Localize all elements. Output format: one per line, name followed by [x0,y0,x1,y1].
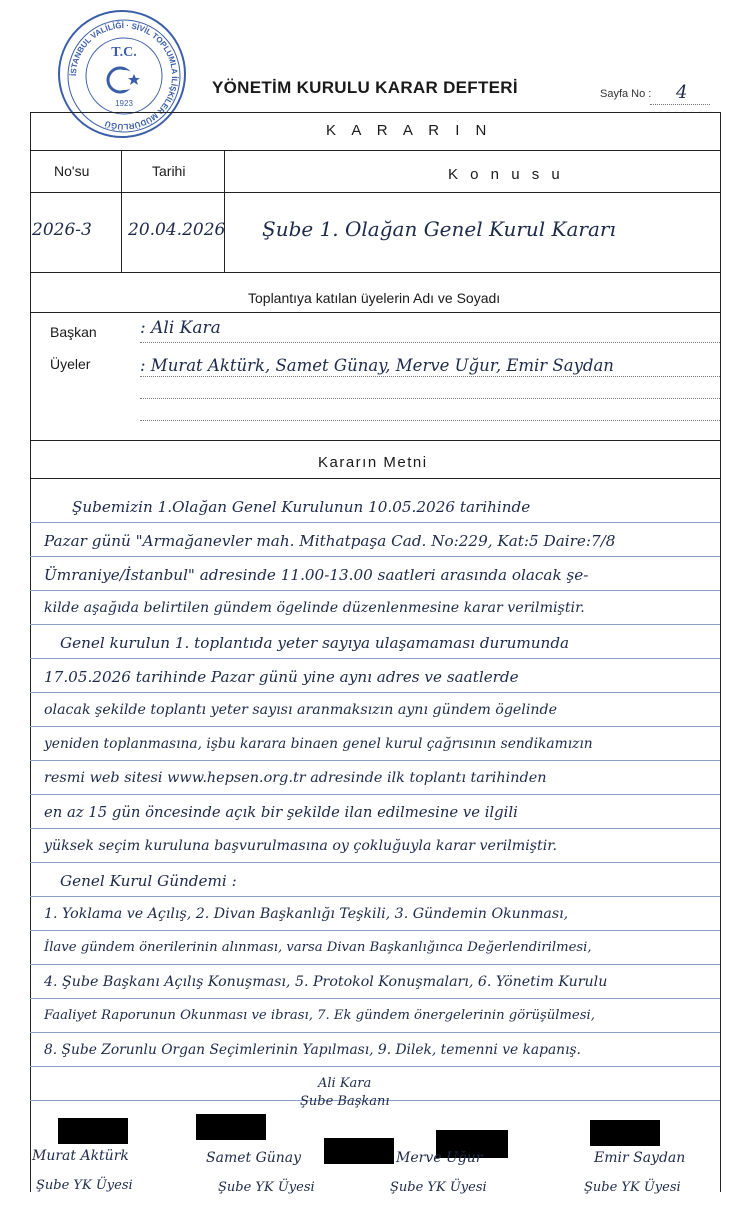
decision-line: yüksek seçim kuruluna başvurulmasına oy çokluğuyla karar verilmiştir. [44,838,558,854]
decision-line: Şubemizin 1.Olağan Genel Kurulunun 10.05.2026 tarihinde [72,498,531,516]
stamp-graphic [60,12,188,140]
frame-top-line [30,112,720,113]
member-signature-role: Şube YK Üyesi [36,1178,133,1193]
member-signature-role: Şube YK Üyesi [218,1180,315,1195]
decision-subject: Şube 1. Olağan Genel Kurul Kararı [262,217,616,241]
attendance-bottom-line [30,440,720,441]
kararin-header-divider [30,192,720,193]
members-dotline-2 [140,398,720,399]
redaction-box [324,1138,394,1164]
member-signature-name: Merve Uğur [396,1150,483,1166]
member-signature-role: Şube YK Üyesi [390,1180,487,1195]
col-header-date: Tarihi [152,163,186,179]
members-dotline-3 [140,420,720,421]
decision-line: Faaliyet Raporunun Okunması ve ibrası, 7. Ek gündem önergelerinin görüşülmesi, [44,1008,595,1023]
decision-line: 17.05.2026 tarihinde Pazar günü yine aynı adres ve saatlerde [44,668,519,686]
members-value: : Murat Aktürk, Samet Günay, Merve Uğur, Emir Saydan [140,356,614,375]
col-divider-1 [121,150,122,272]
redaction-box [590,1120,660,1146]
kararin-title: K A R A R I N [326,122,493,139]
redaction-box [58,1118,128,1144]
stamp-year: 1923 [115,99,133,108]
decision-line: İlave gündem önerilerinin alınması, varsa Divan Başkanlığınca Değerlendirilmesi, [44,940,592,955]
decision-number: 2026-3 [32,220,92,240]
page-number: 4 [676,82,688,103]
decision-line: olacak şekilde toplantı yeter sayısı aranmaksızın aynı gündem ögelinde [44,702,558,718]
decision-line: kilde aşağıda belirtilen gündem ögelinde düzenlenmesine karar verilmiştir. [44,600,585,616]
decision-line: resmi web sitesi www.hepsen.org.tr adresinde ilk toplantı tarihinden [44,770,547,786]
member-signature-role: Şube YK Üyesi [584,1180,681,1195]
col-header-subject: K o n u s u [448,166,564,183]
decision-line: Ümraniye/İstanbul" adresinde 11.00-13.00 saatleri arasında olacak şe- [44,566,589,584]
frame-right-line [720,112,721,1192]
redaction-box [196,1114,266,1140]
decision-line: Pazar günü "Armağanevler mah. Mithatpaşa Cad. No:229, Kat:5 Daire:7/8 [44,532,616,550]
member-signature-name: Samet Günay [206,1150,302,1166]
decision-date: 20.04.2026 [128,220,226,240]
member-signature-name: Emir Saydan [594,1150,686,1166]
decision-title-divider [30,478,720,479]
chair-dotline [140,342,720,343]
kararin-bottom-line [30,272,720,273]
chair-value: : Ali Kara [140,318,221,338]
decision-line: Genel kurulun 1. toplantıda yeter sayıya ulaşamaması durumunda [60,634,570,652]
decision-line: yeniden toplanmasına, işbu karara binaen genel kurul çağrısının sendikamızın [44,736,593,752]
book-title: YÖNETİM KURULU KARAR DEFTERİ [212,78,518,97]
attendance-title-divider [30,312,720,313]
decision-line: 1. Yoklama ve Açılış, 2. Divan Başkanlığı Teşkili, 3. Gündemin Okunması, [44,906,569,922]
stamp-center-text: T.C. [111,45,137,60]
frame-left-line [30,112,31,1192]
chair-signature-name: Ali Kara [318,1076,372,1091]
attendance-title: Toplantıya katılan üyelerin Adı ve Soyadı [248,290,501,306]
member-signature-name: Murat Aktürk [32,1148,129,1164]
page-number-label: Sayfa No : [600,88,652,100]
decision-line: en az 15 gün öncesinde açık bir şekilde ilan edilmesine ve ilgili [44,804,518,821]
chair-label: Başkan [50,324,97,340]
page-number-dotline [650,104,710,105]
chair-signature-role: Şube Başkanı [300,1094,390,1109]
decision-line: Genel Kurul Gündemi : [60,872,237,890]
kararin-title-divider [30,150,720,151]
members-dotline-1 [140,376,720,377]
official-stamp [58,10,186,138]
col-header-no: No'su [54,163,90,179]
stamp-ring-text: İSTANBUL VALİLİĞİ · SİVİL TOPLUMLA İLİŞKİLER MÜDÜRLÜĞÜ [68,20,180,132]
members-label: Üyeler [50,356,91,372]
decision-line: 4. Şube Başkanı Açılış Konuşması, 5. Protokol Konuşmaları, 6. Yönetim Kurulu [44,974,608,990]
decision-line: 8. Şube Zorunlu Organ Seçimlerinin Yapılması, 9. Dilek, temenni ve kapanış. [44,1042,581,1058]
decision-text-title: Kararın Metni [318,454,428,471]
col-divider-2 [224,150,225,272]
